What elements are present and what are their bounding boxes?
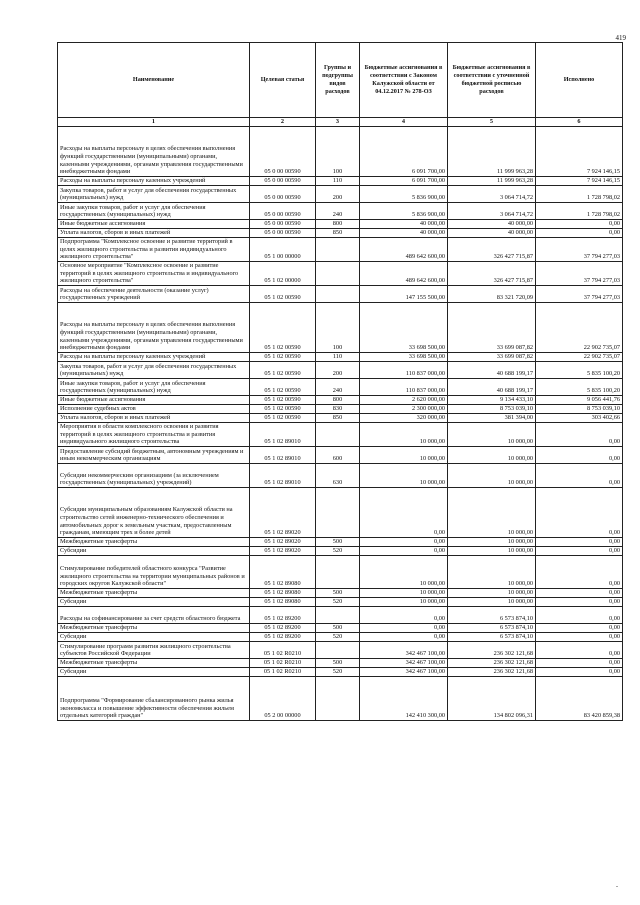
table-row [58, 405, 623, 414]
row-refined-amount: 10 000,00 [448, 556, 536, 589]
budget-table [57, 42, 623, 721]
col-number: 2 [250, 118, 316, 127]
row-refined-amount: 236 302 121,68 [448, 668, 536, 677]
row-target-code: 05 0 00 00590 [250, 229, 316, 238]
row-refined-amount: 10 000,00 [448, 538, 536, 547]
row-refined-amount: 10 000,00 [448, 447, 536, 464]
row-target-code: 05 1 02 00590 [250, 405, 316, 414]
row-target-code: 05 1 02 89080 [250, 598, 316, 607]
table-row [58, 414, 623, 423]
col-number: 5 [448, 118, 536, 127]
table-row [58, 668, 623, 677]
row-refined-amount: 40 000,00 [448, 220, 536, 229]
row-expense-group [316, 488, 360, 538]
row-law-amount: 10 000,00 [360, 423, 448, 447]
row-law-amount: 489 642 600,00 [360, 238, 448, 262]
row-executed-amount: 0,00 [536, 668, 623, 677]
row-expense-group [316, 677, 360, 721]
row-name: Стимулирование программ развития жилищного строительства субъектов Российской Федерации [58, 642, 250, 659]
row-refined-amount: 9 134 433,10 [448, 396, 536, 405]
row-executed-amount: 0,00 [536, 607, 623, 624]
row-target-code: 05 0 00 00590 [250, 177, 316, 186]
header-refined-allocations: Бюджетные ассигнования в соответствии с уточненной бюджетной росписью расходов [448, 43, 536, 118]
row-name: Субсидии [58, 633, 250, 642]
row-executed-amount: 22 902 735,07 [536, 303, 623, 353]
row-law-amount: 33 698 500,00 [360, 303, 448, 353]
col-number: 4 [360, 118, 448, 127]
header-law-allocations: Бюджетные ассигнования в соответствии с Законом Калужской области от 04.12.2017 № 278-ОЗ [360, 43, 448, 118]
row-law-amount: 0,00 [360, 538, 448, 547]
row-name: Подпрограмма "Комплексное освоение и развитие территорий в целях жилищного строительства и развития индивидуального жилищного строительства" [58, 238, 250, 262]
row-law-amount: 142 410 300,00 [360, 677, 448, 721]
table-row [58, 286, 623, 303]
row-executed-amount: 5 835 100,20 [536, 362, 623, 379]
row-name: Подпрограмма "Формирование сбалансированного рынка жилья экономкласса и повышение эффективности обеспечения жильем отдельных категорий граждан" [58, 677, 250, 721]
row-expense-group: 200 [316, 186, 360, 203]
row-executed-amount: 0,00 [536, 556, 623, 589]
row-name: Исполнение судебных актов [58, 405, 250, 414]
row-executed-amount: 0,00 [536, 447, 623, 464]
row-executed-amount: 303 402,66 [536, 414, 623, 423]
row-law-amount: 110 837 000,00 [360, 362, 448, 379]
row-refined-amount: 326 427 715,87 [448, 262, 536, 286]
row-expense-group [316, 286, 360, 303]
row-expense-group: 100 [316, 127, 360, 177]
row-target-code: 05 0 00 00590 [250, 186, 316, 203]
table-row [58, 353, 623, 362]
table-row [58, 464, 623, 488]
row-target-code: 05 1 02 00590 [250, 303, 316, 353]
row-executed-amount: 0,00 [536, 633, 623, 642]
row-law-amount: 342 467 100,00 [360, 659, 448, 668]
row-target-code: 05 1 02 R0210 [250, 668, 316, 677]
row-expense-group: 110 [316, 353, 360, 362]
table-row [58, 229, 623, 238]
row-executed-amount: 83 420 859,38 [536, 677, 623, 721]
row-refined-amount: 40 688 199,17 [448, 379, 536, 396]
row-law-amount: 40 000,00 [360, 229, 448, 238]
row-target-code: 05 1 02 89080 [250, 556, 316, 589]
row-target-code: 05 1 02 89010 [250, 464, 316, 488]
row-refined-amount: 40 688 199,17 [448, 362, 536, 379]
row-expense-group: 850 [316, 414, 360, 423]
col-number: 6 [536, 118, 623, 127]
row-target-code: 05 1 00 00000 [250, 238, 316, 262]
row-refined-amount: 3 064 714,72 [448, 203, 536, 220]
row-refined-amount: 33 699 087,82 [448, 353, 536, 362]
row-name: Субсидии муниципальным образованиям Калужской области на строительство сетей инженерно-технического обеспечения и автомобильных дорог к земельным участкам, предоставленным гражданам, имеющим трех и более детей [58, 488, 250, 538]
table-row [58, 598, 623, 607]
row-name: Межбюджетные трансферты [58, 589, 250, 598]
row-target-code: 05 1 02 00000 [250, 262, 316, 286]
row-expense-group: 830 [316, 405, 360, 414]
row-refined-amount: 10 000,00 [448, 488, 536, 538]
row-name: Закупка товаров, работ и услуг для обеспечения государственных (муниципальных) нужд [58, 362, 250, 379]
row-law-amount: 33 698 500,00 [360, 353, 448, 362]
table-row [58, 659, 623, 668]
row-law-amount: 10 000,00 [360, 447, 448, 464]
row-target-code: 05 1 02 89020 [250, 538, 316, 547]
row-law-amount: 2 300 000,00 [360, 405, 448, 414]
row-refined-amount: 6 573 874,10 [448, 607, 536, 624]
row-refined-amount: 33 699 087,82 [448, 303, 536, 353]
table-row [58, 238, 623, 262]
row-refined-amount: 10 000,00 [448, 547, 536, 556]
row-target-code: 05 0 00 00590 [250, 220, 316, 229]
row-law-amount: 5 836 900,00 [360, 203, 448, 220]
row-name: Иные бюджетные ассигнования [58, 396, 250, 405]
row-law-amount: 5 836 900,00 [360, 186, 448, 203]
row-refined-amount: 10 000,00 [448, 598, 536, 607]
table-row [58, 624, 623, 633]
row-target-code: 05 1 02 00590 [250, 353, 316, 362]
row-target-code: 05 1 02 89010 [250, 423, 316, 447]
row-name: Субсидии [58, 668, 250, 677]
row-expense-group [316, 238, 360, 262]
row-executed-amount: 0,00 [536, 659, 623, 668]
row-executed-amount: 0,00 [536, 229, 623, 238]
table-header-row [58, 43, 623, 118]
row-refined-amount: 83 321 720,09 [448, 286, 536, 303]
row-name: Иные закупки товаров, работ и услуг для обеспечения государственных (муниципальных) нужд [58, 203, 250, 220]
header-name: Наименование [58, 43, 250, 118]
table-row [58, 556, 623, 589]
row-executed-amount: 5 835 100,20 [536, 379, 623, 396]
row-name: Субсидии [58, 547, 250, 556]
row-target-code: 05 1 02 00590 [250, 414, 316, 423]
row-name: Уплата налогов, сборов и иных платежей [58, 414, 250, 423]
row-name: Межбюджетные трансферты [58, 538, 250, 547]
header-target-article: Целевая статья [250, 43, 316, 118]
row-law-amount: 342 467 100,00 [360, 668, 448, 677]
table-row [58, 220, 623, 229]
row-executed-amount: 0,00 [536, 624, 623, 633]
row-name: Расходы на выплаты персоналу казенных учреждений [58, 177, 250, 186]
row-executed-amount: 22 902 735,07 [536, 353, 623, 362]
table-row [58, 607, 623, 624]
row-expense-group: 110 [316, 177, 360, 186]
table-row [58, 203, 623, 220]
row-target-code: 05 1 02 89200 [250, 607, 316, 624]
row-executed-amount: 7 924 146,15 [536, 177, 623, 186]
row-refined-amount: 134 802 096,31 [448, 677, 536, 721]
row-name: Уплата налогов, сборов и иных платежей [58, 229, 250, 238]
row-name: Расходы на выплаты персоналу в целях обеспечения выполнения функций государственными (муниципальными) органами, казенными учреждениями, органами управления государственными внебюджетными фондами [58, 127, 250, 177]
table-body [58, 127, 623, 721]
row-executed-amount: 37 794 277,03 [536, 286, 623, 303]
header-executed: Исполнено [536, 43, 623, 118]
row-law-amount: 0,00 [360, 633, 448, 642]
header-expense-group: Группы и подгруппы видов расходов [316, 43, 360, 118]
row-target-code: 05 1 02 89010 [250, 447, 316, 464]
table-row [58, 642, 623, 659]
row-target-code: 05 1 02 89020 [250, 488, 316, 538]
row-law-amount: 342 467 100,00 [360, 642, 448, 659]
row-name: Расходы на выплаты персоналу в целях обеспечения выполнения функций государственными (муниципальными) органами, казенными учреждениями, органами управления государственными внебюджетными фондами [58, 303, 250, 353]
row-law-amount: 147 155 500,00 [360, 286, 448, 303]
row-name: Межбюджетные трансферты [58, 659, 250, 668]
table-row [58, 127, 623, 177]
row-expense-group: 500 [316, 624, 360, 633]
row-law-amount: 10 000,00 [360, 589, 448, 598]
row-expense-group: 520 [316, 668, 360, 677]
row-executed-amount: 37 794 277,03 [536, 238, 623, 262]
row-refined-amount: 6 573 874,10 [448, 624, 536, 633]
row-expense-group [316, 423, 360, 447]
row-expense-group: 500 [316, 659, 360, 668]
row-refined-amount: 10 000,00 [448, 464, 536, 488]
row-refined-amount: 11 999 963,28 [448, 177, 536, 186]
row-name: Расходы на софинансирование за счет средств областного бюджета [58, 607, 250, 624]
row-name: Межбюджетные трансферты [58, 624, 250, 633]
table-row [58, 262, 623, 286]
row-expense-group: 520 [316, 598, 360, 607]
row-executed-amount: 37 794 277,03 [536, 262, 623, 286]
row-name: Закупка товаров, работ и услуг для обеспечения государственных (муниципальных) нужд [58, 186, 250, 203]
row-name: Предоставление субсидий бюджетным, автономным учреждениям и иным некоммерческим организациям [58, 447, 250, 464]
row-refined-amount: 326 427 715,87 [448, 238, 536, 262]
row-expense-group: 100 [316, 303, 360, 353]
footer-mark: . [616, 880, 618, 889]
row-law-amount: 0,00 [360, 488, 448, 538]
row-expense-group: 630 [316, 464, 360, 488]
table-row [58, 186, 623, 203]
row-executed-amount: 0,00 [536, 488, 623, 538]
row-expense-group: 200 [316, 362, 360, 379]
row-expense-group [316, 642, 360, 659]
table-row [58, 396, 623, 405]
row-target-code: 05 1 02 00590 [250, 396, 316, 405]
row-executed-amount: 8 753 039,10 [536, 405, 623, 414]
row-law-amount: 2 620 000,00 [360, 396, 448, 405]
row-expense-group [316, 262, 360, 286]
row-refined-amount: 8 753 039,10 [448, 405, 536, 414]
row-refined-amount: 236 302 121,68 [448, 642, 536, 659]
row-expense-group: 850 [316, 229, 360, 238]
row-executed-amount: 0,00 [536, 547, 623, 556]
row-target-code: 05 0 00 00590 [250, 203, 316, 220]
row-law-amount: 0,00 [360, 607, 448, 624]
row-expense-group [316, 607, 360, 624]
row-name: Иные закупки товаров, работ и услуг для обеспечения государственных (муниципальных) нужд [58, 379, 250, 396]
row-expense-group: 600 [316, 447, 360, 464]
row-target-code: 05 1 02 89200 [250, 624, 316, 633]
row-law-amount: 0,00 [360, 624, 448, 633]
row-expense-group: 500 [316, 589, 360, 598]
row-target-code: 05 2 00 00000 [250, 677, 316, 721]
row-name: Расходы на выплаты персоналу казенных учреждений [58, 353, 250, 362]
row-target-code: 05 1 02 89080 [250, 589, 316, 598]
row-executed-amount: 0,00 [536, 464, 623, 488]
row-target-code: 05 1 02 89020 [250, 547, 316, 556]
row-executed-amount: 0,00 [536, 589, 623, 598]
row-expense-group: 520 [316, 633, 360, 642]
table-row [58, 547, 623, 556]
row-name: Расходы на обеспечение деятельности (оказание услуг) государственных учреждений [58, 286, 250, 303]
row-law-amount: 40 000,00 [360, 220, 448, 229]
table-row [58, 303, 623, 353]
row-target-code: 05 1 02 89200 [250, 633, 316, 642]
row-expense-group: 800 [316, 396, 360, 405]
row-executed-amount: 0,00 [536, 642, 623, 659]
row-executed-amount: 9 056 441,76 [536, 396, 623, 405]
row-expense-group: 800 [316, 220, 360, 229]
row-refined-amount: 40 000,00 [448, 229, 536, 238]
row-name: Стимулирование победителей областного конкурса "Развитие жилищного строительства на территории муниципальных районов и городских округов Калужской области" [58, 556, 250, 589]
row-refined-amount: 3 064 714,72 [448, 186, 536, 203]
row-executed-amount: 1 728 798,02 [536, 186, 623, 203]
col-number: 1 [58, 118, 250, 127]
table-row [58, 538, 623, 547]
row-executed-amount: 0,00 [536, 423, 623, 447]
row-executed-amount: 0,00 [536, 220, 623, 229]
page-number: 419 [615, 34, 626, 42]
row-executed-amount: 7 924 146,15 [536, 127, 623, 177]
row-refined-amount: 10 000,00 [448, 589, 536, 598]
row-target-code: 05 1 02 00590 [250, 379, 316, 396]
row-law-amount: 6 091 700,00 [360, 127, 448, 177]
row-executed-amount: 1 728 798,02 [536, 203, 623, 220]
table-row [58, 423, 623, 447]
row-expense-group: 520 [316, 547, 360, 556]
col-number: 3 [316, 118, 360, 127]
row-law-amount: 0,00 [360, 547, 448, 556]
row-refined-amount: 236 302 121,68 [448, 659, 536, 668]
row-law-amount: 6 091 700,00 [360, 177, 448, 186]
row-expense-group [316, 556, 360, 589]
row-expense-group: 500 [316, 538, 360, 547]
row-refined-amount: 381 394,00 [448, 414, 536, 423]
table-row [58, 677, 623, 721]
row-name: Субсидии [58, 598, 250, 607]
row-target-code: 05 1 02 00590 [250, 286, 316, 303]
row-refined-amount: 10 000,00 [448, 423, 536, 447]
row-executed-amount: 0,00 [536, 598, 623, 607]
row-expense-group: 240 [316, 379, 360, 396]
column-number-row [58, 118, 623, 127]
row-target-code: 05 1 02 R0210 [250, 659, 316, 668]
row-name: Основное мероприятие "Комплексное освоение и развитие территорий в целях жилищного строительства и индивидуального жилищного строительства" [58, 262, 250, 286]
table-row [58, 589, 623, 598]
row-law-amount: 10 000,00 [360, 598, 448, 607]
row-law-amount: 489 642 600,00 [360, 262, 448, 286]
row-executed-amount: 0,00 [536, 538, 623, 547]
row-law-amount: 320 000,00 [360, 414, 448, 423]
row-law-amount: 10 000,00 [360, 464, 448, 488]
table-row [58, 447, 623, 464]
row-expense-group: 240 [316, 203, 360, 220]
row-law-amount: 10 000,00 [360, 556, 448, 589]
table-row [58, 379, 623, 396]
row-name: Мероприятия в области комплексного освоения и развития территорий в целях жилищного строительства и развития индивидуального жилищного строительства [58, 423, 250, 447]
row-law-amount: 110 837 000,00 [360, 379, 448, 396]
row-refined-amount: 6 573 874,10 [448, 633, 536, 642]
row-target-code: 05 1 02 00590 [250, 362, 316, 379]
table-row [58, 633, 623, 642]
table-row [58, 488, 623, 538]
table-row [58, 177, 623, 186]
row-name: Субсидии некоммерческим организациям (за исключением государственных (муниципальных) учреждений) [58, 464, 250, 488]
row-target-code: 05 1 02 R0210 [250, 642, 316, 659]
row-name: Иные бюджетные ассигнования [58, 220, 250, 229]
row-refined-amount: 11 999 963,28 [448, 127, 536, 177]
table-row [58, 362, 623, 379]
row-target-code: 05 0 00 00590 [250, 127, 316, 177]
